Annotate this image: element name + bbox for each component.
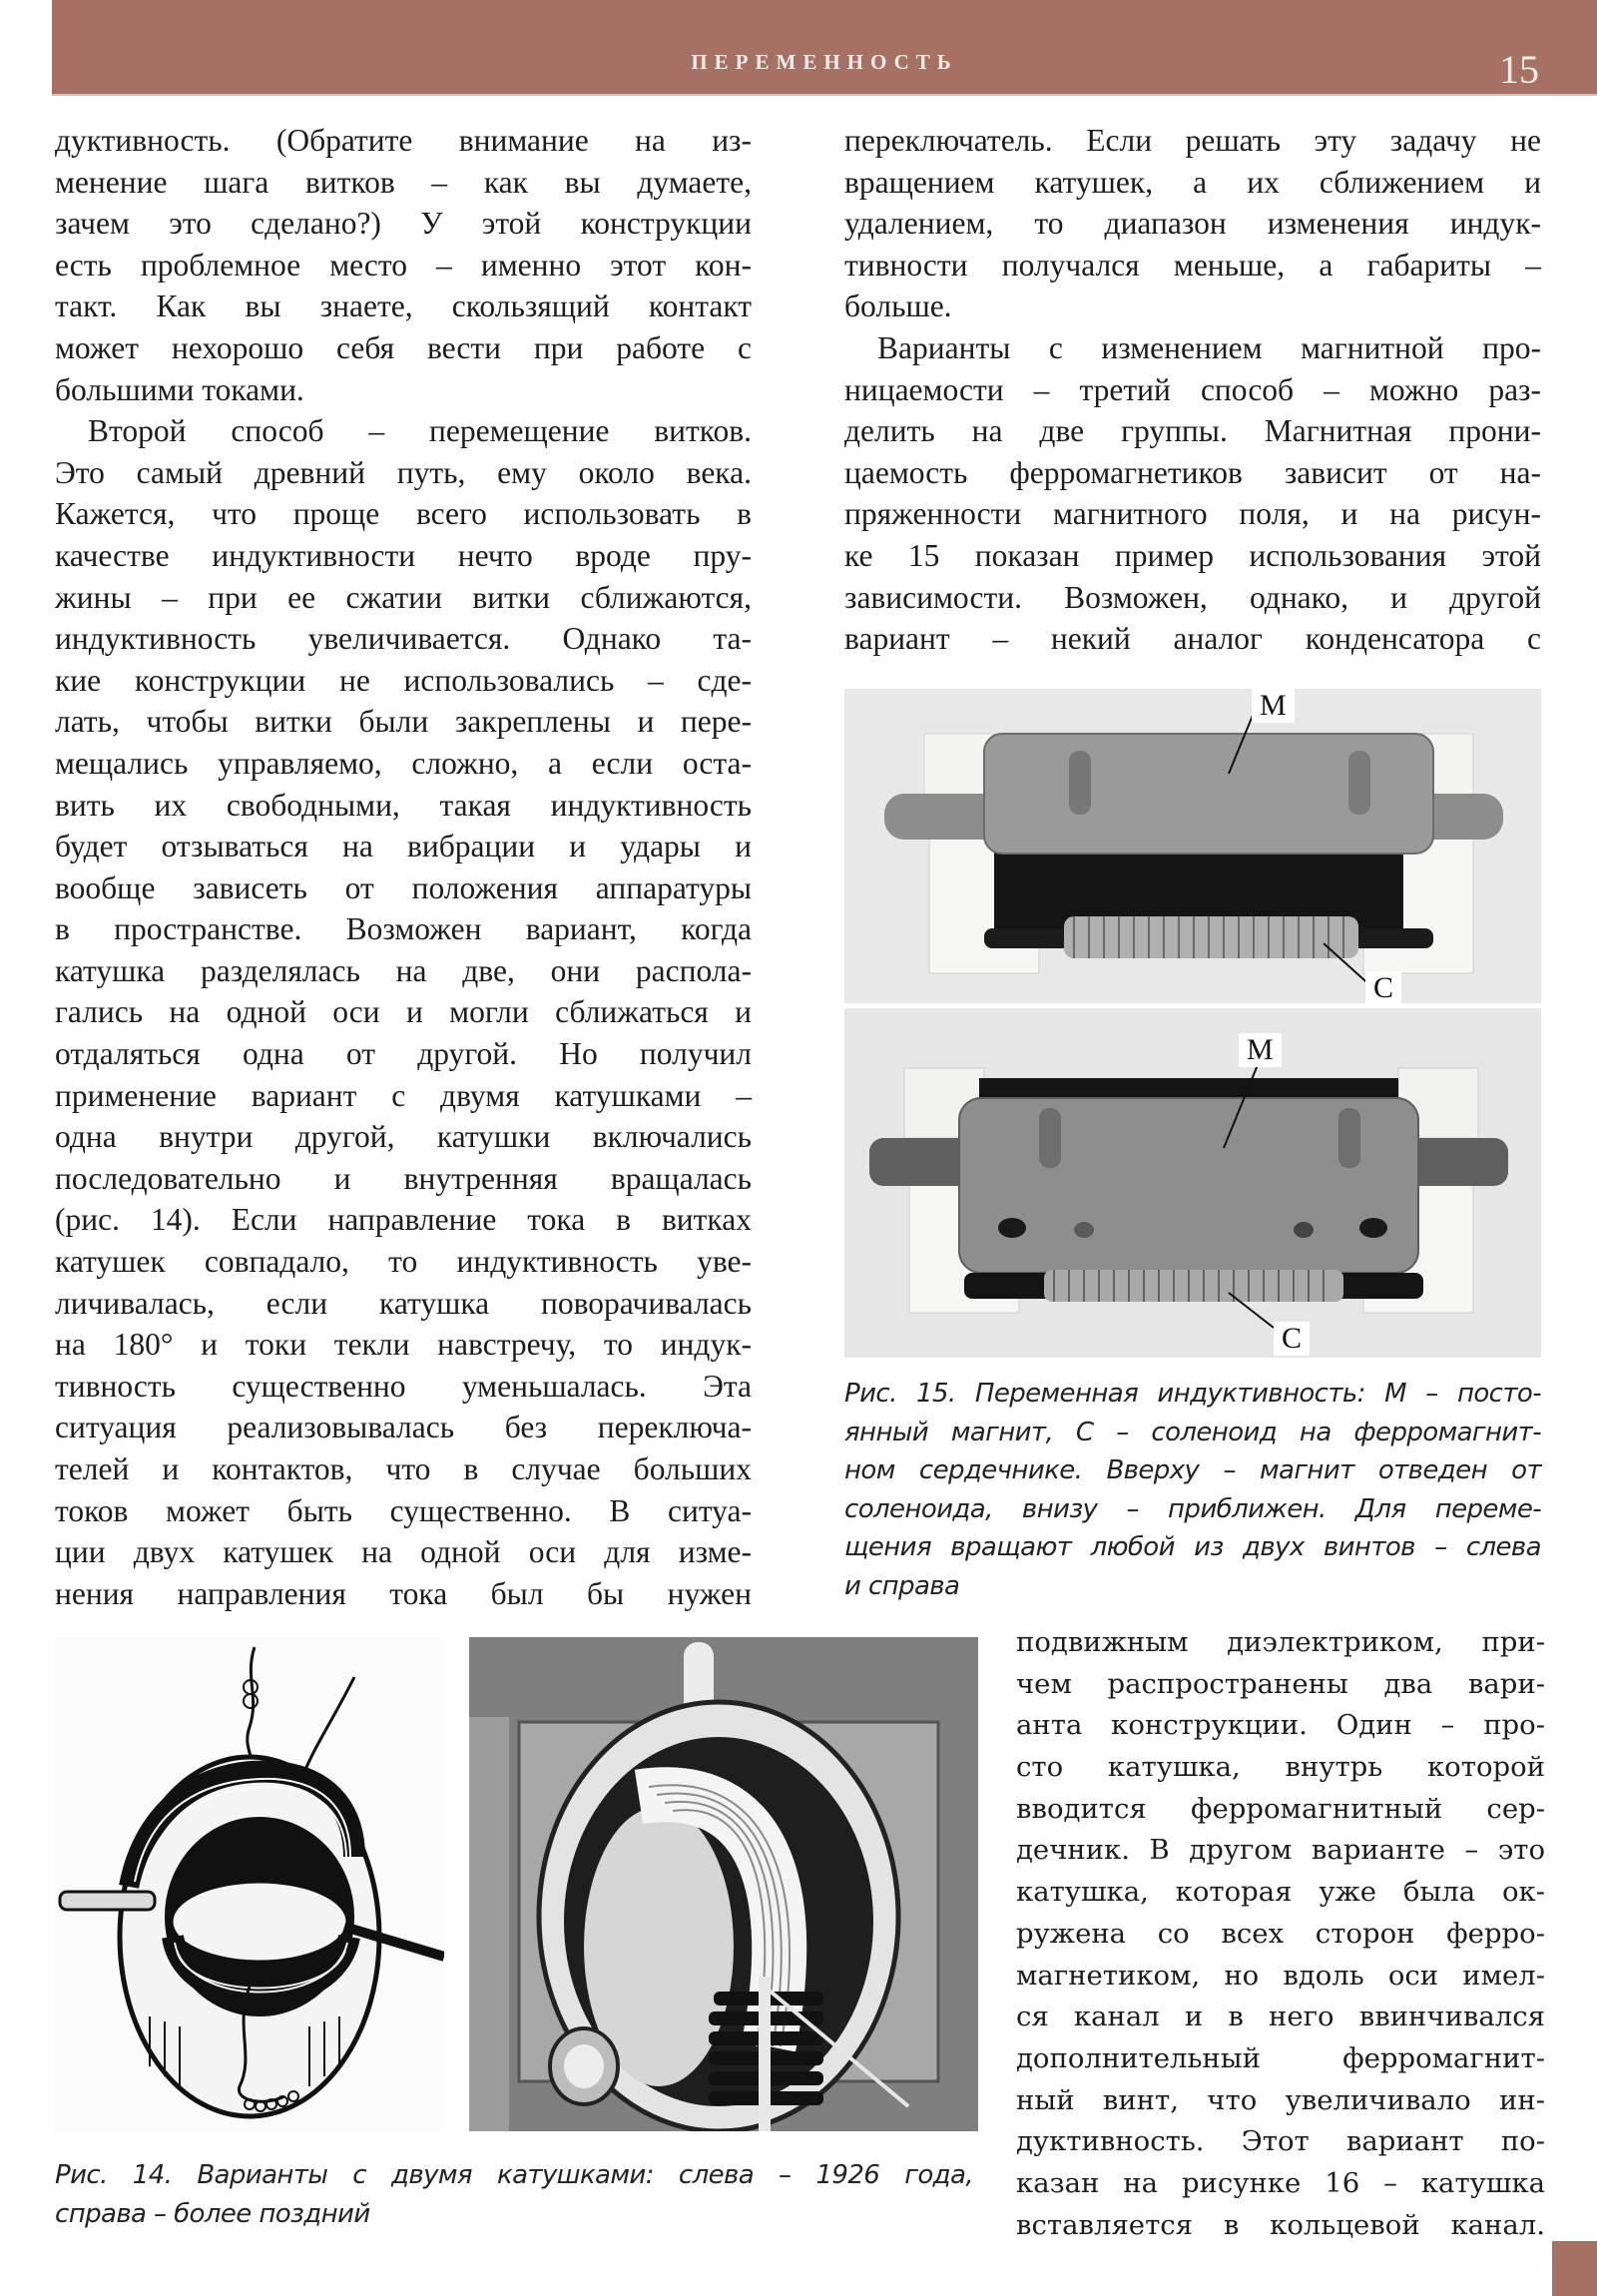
text-line: пряженности магнитного поля, и на рисун- [844,496,1541,532]
figure-14-caption [55,2156,973,2233]
magnet-label: M [1239,1033,1282,1067]
text-line: вставляется в кольцевой канал. [1016,2208,1545,2241]
text-line: ситуация реализовывалась без переключа- [55,1410,752,1445]
text-line: зачем это сделано?) У этой конструкции [55,206,752,242]
page-number: 15 [1499,47,1539,92]
text-line: индуктивность увеличивается. Однако та- [55,621,752,657]
text-line: одна внутри другой, катушки включались [55,1119,752,1155]
text-line: Это самый древний путь, ему около века. [55,454,752,490]
figure-15-top-photo [844,689,1541,1003]
text-line: нения направления тока был бы нужен [55,1575,752,1611]
variable-inductor-magnet-retracted-illustration [844,689,1541,1003]
running-header [52,0,1597,94]
text-line: анта конструкции. Один – про- [1016,1709,1545,1742]
text-line: тивность существенно уменьшалась. Эта [55,1368,752,1404]
text-line: кие конструкции не использовались – сде- [55,662,752,698]
caption-line: Рис. 14. Варианты с двумя катушками: слева – 1926 года, [55,2160,973,2190]
text-line: вращением катушек, а их сближением и [844,164,1541,200]
solenoid-label: C [1274,1322,1310,1356]
text-line: большими токами. [55,371,304,407]
caption-line: и справа [844,1570,960,1601]
text-line: последовательно и внутренняя вращалась [55,1160,752,1196]
text-line: катушка разделялась на две, они распола- [55,952,752,988]
variable-inductor-magnet-close-illustration [844,1008,1541,1358]
text-line: менение шага витков – как вы думаете, [55,164,752,200]
figure-15-caption [844,1375,1541,1605]
figure-15-bottom-photo [844,1008,1541,1358]
text-line: ке 15 показан пример использования этой [844,537,1541,573]
text-line: применение вариант с двумя катушками – [55,1077,752,1113]
text-line: больше. [844,288,952,324]
text-line: личивалась, если катушка поворачивалась [55,1285,752,1321]
section-title: ПЕРЕМЕННОСТЬ [691,50,958,74]
text-line: может нехорошо себя вести при работе с [55,329,752,365]
text-line: мещались управляемо, сложно, а если оста- [55,745,752,781]
text-line: цаемость ферромагнетиков зависит от на- [844,454,1541,490]
text-line: на 180° и токи текли навстречу, то индук- [55,1327,752,1363]
text-line: вообще зависеть от положения аппаратуры [55,869,752,905]
text-line: тивности получался меньше, а габариты – [844,247,1541,283]
text-line: (рис. 14). Если направление тока в витках [55,1202,752,1238]
page-corner-tab [1552,2241,1597,2296]
text-line: токов может быть существенно. В ситуа- [55,1492,752,1528]
text-line: такт. Как вы знаете, скользящий контакт [55,288,752,324]
text-line: дуктивность. (Обратите внимание на из- [55,123,752,158]
text-line: переключатель. Если решать эту задачу не [844,123,1541,158]
text-line: магнетиком, но вдоль оси имел- [1016,1959,1545,1992]
text-line: вить их свободными, такая индуктивность [55,787,752,823]
text-line: ции двух катушек на одной оси для изме- [55,1534,752,1570]
header-divider [52,94,1597,96]
paragraph-start-line: Варианты с изменением магнитной про- [877,329,1541,365]
caption-line: ном сердечнике. Вверху – магнит отведен от [844,1455,1541,1485]
text-line: дуктивность. Этот вариант по- [1016,2125,1545,2158]
text-line: казан на рисунке 16 – катушка [1016,2166,1545,2199]
two-coil-variometer-1926-drawing [55,1637,444,2131]
caption-line: справа – более поздний [55,2198,370,2229]
caption-line: Рис. 15. Переменная индуктивность: М – посто- [844,1379,1541,1409]
later-variometer-photo-illustration [469,1637,978,2131]
right-text-column-top [844,120,1541,660]
text-line: чем распространены два вари- [1016,1667,1545,1700]
text-line: Кажется, что проще всего использовать в [55,496,752,532]
text-line: ся канал и в него ввинчивался [1016,2001,1545,2033]
text-line: катушек совпадало, то индуктивность уве- [55,1244,752,1280]
text-line: есть проблемное место – именно этот кон- [55,247,752,283]
text-line: вариант – некий аналог конденсатора с [844,621,1541,657]
text-line: удалением, то диапазон изменения индук- [844,206,1541,242]
solenoid-label: C [1365,971,1401,1003]
text-line: гались на одной оси и могли сближаться и [55,994,752,1030]
figure-14-left-drawing [55,1637,444,2131]
text-line: вводится ферромагнитный сер- [1016,1792,1545,1825]
text-line: отдаляться одна от другой. Но получил [55,1036,752,1072]
caption-line: щения вращают любой из двух винтов – слева [844,1532,1541,1562]
text-line: дечник. В другом варианте – это [1016,1834,1545,1867]
caption-line: соленоида, внизу – приближен. Для переме- [844,1493,1541,1524]
text-line: телей и контактов, что в случае больших [55,1451,752,1486]
text-line: ницаемости – третий способ – можно раз- [844,371,1541,407]
text-line: дополнительный ферромагнит- [1016,2041,1545,2074]
text-line: катушка, которая уже была ок- [1016,1876,1545,1909]
text-line: делить на две группы. Магнитная прони- [844,413,1541,449]
text-line: жины – при ее сжатии витки сближаются, [55,579,752,615]
text-line: подвижным диэлектриком, при- [1016,1626,1545,1658]
caption-line: янный магнит, С – соленоид на ферромагнит- [844,1417,1541,1447]
text-line: сто катушка, внутрь которой [1016,1751,1545,1784]
text-line: зависимости. Возможен, однако, и другой [844,579,1541,615]
text-line: ружена со всех сторон ферро- [1016,1917,1545,1950]
right-text-column-bottom [1016,1622,1545,2246]
text-line: лать, чтобы витки были закреплены и пере- [55,704,752,740]
paragraph-start-line: Второй способ – перемещение витков. [88,413,752,449]
text-line: в пространстве. Возможен вариант, когда [55,911,752,947]
left-text-column [55,120,752,1614]
text-line: качестве индуктивности нечто вроде пру- [55,537,752,573]
text-line: будет отзываться на вибрации и удары и [55,829,752,864]
figure-14-right-photo [469,1637,978,2131]
magnet-label: M [1252,689,1295,723]
text-line: ный винт, что увеличивало ин- [1016,2083,1545,2116]
